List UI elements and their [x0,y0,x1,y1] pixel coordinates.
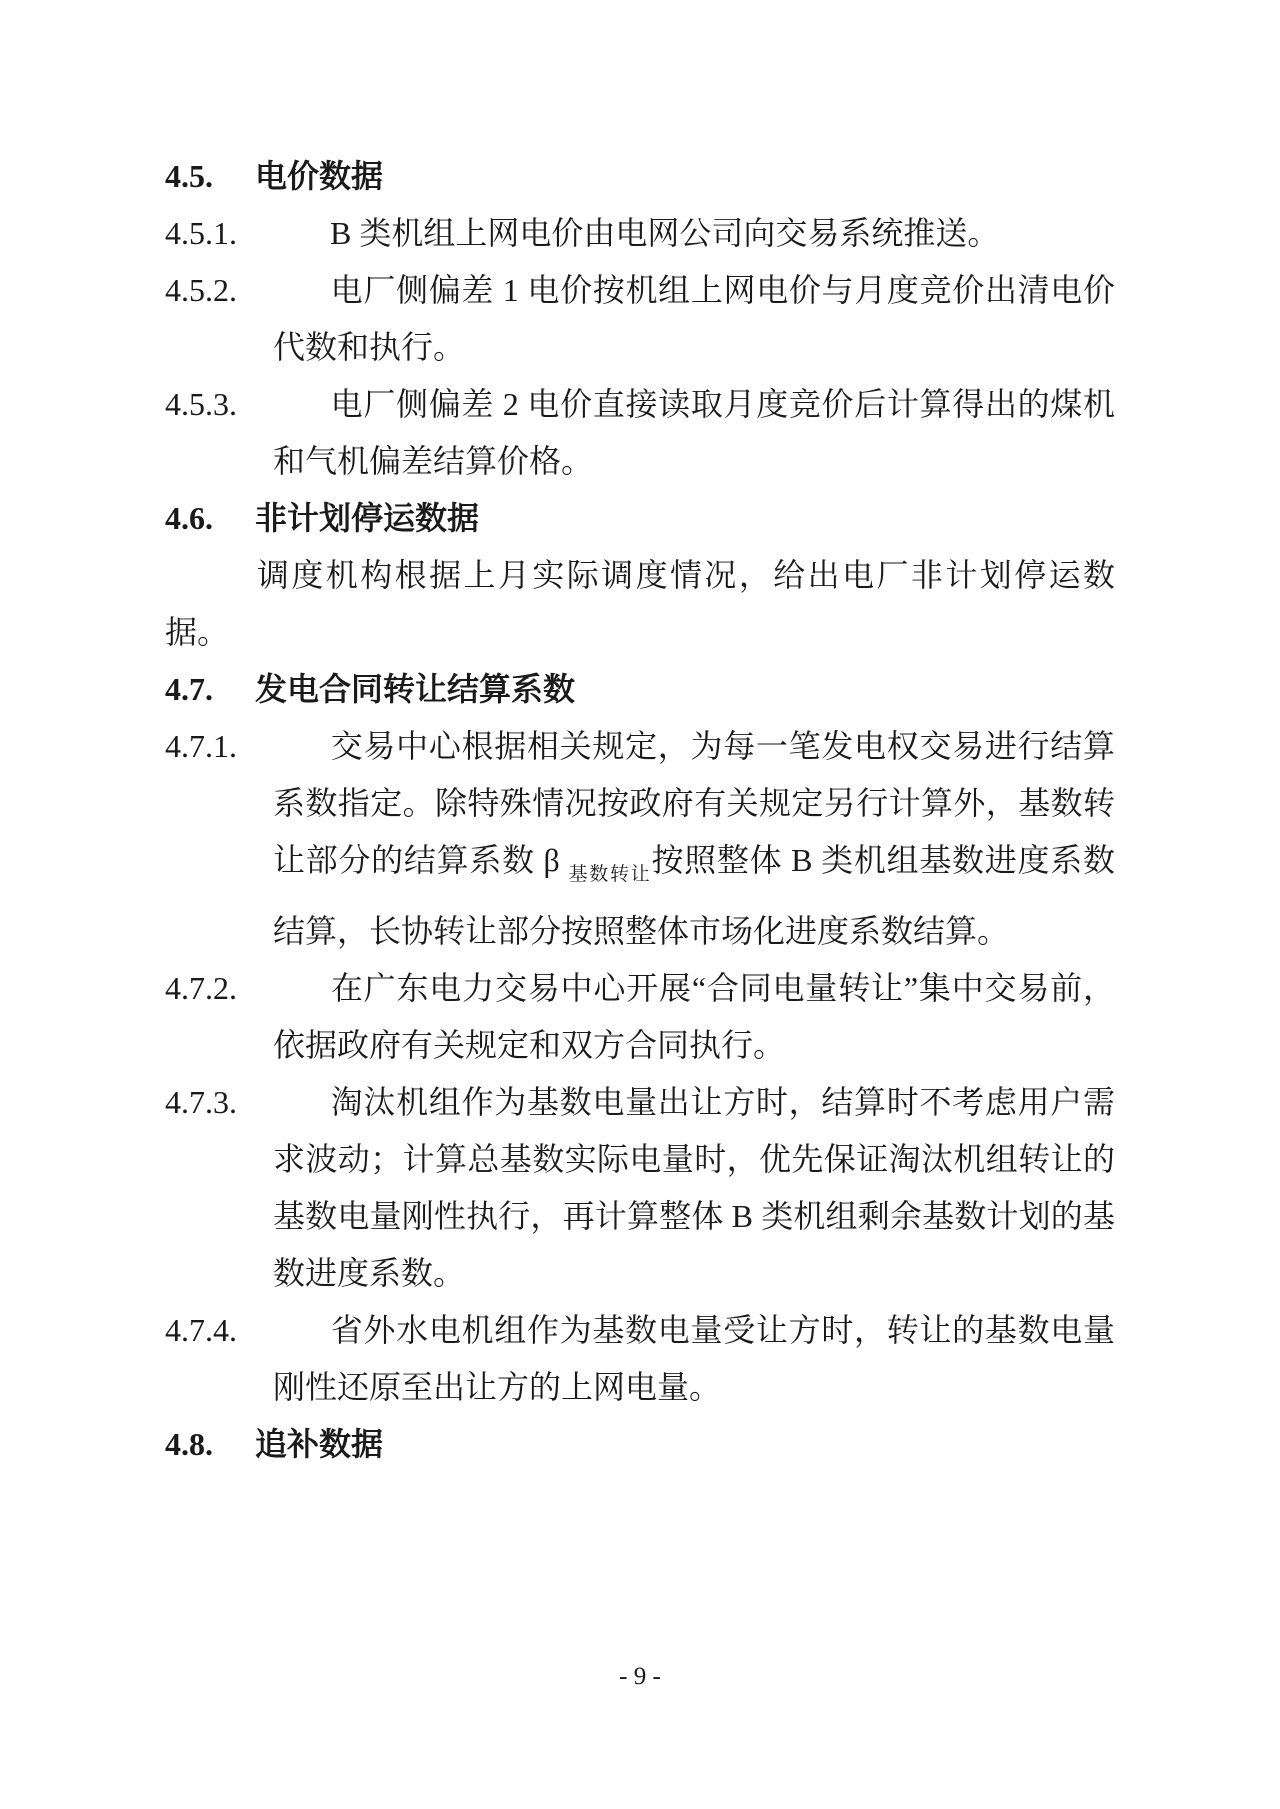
heading-number: 4.7. [165,671,213,707]
clause-text: 在广东电力交易中心开展“合同电量转让”集中交易前，依据政府有关规定和双方合同执行。 [273,970,1115,1063]
clause-4-7-1 [165,718,1115,960]
clause-number: 4.7.4. [165,1312,237,1348]
heading-4-8 [165,1416,1115,1473]
clause-number: 4.7.1. [165,728,237,764]
paragraph-4-6-body [165,547,1115,661]
paragraph-text: 调度机构根据上月实际调度情况，给出电厂非计划停运数据。 [165,557,1115,650]
heading-4-6 [165,490,1115,547]
page-number: - 9 - [619,1663,661,1690]
heading-number: 4.6. [165,500,213,536]
clause-4-5-1 [165,205,1115,262]
clause-number: 4.5.3. [165,386,237,422]
clause-4-5-2 [165,262,1115,376]
clause-text: 省外水电机组作为基数电量受让方时，转让的基数电量刚性还原至出让方的上网电量。 [273,1312,1115,1405]
clause-text: 电厂侧偏差 1 电价按机组上网电价与月度竞价出清电价代数和执行。 [273,272,1115,365]
clause-number: 4.5.1. [165,215,237,251]
heading-title: 发电合同转让结算系数 [255,671,576,707]
clause-text: B 类机组上网电价由电网公司向交易系统推送。 [330,215,1000,251]
clause-text: 交易中心根据相关规定，为每一笔发电权交易进行结算系数指定。除特殊情况按政府有关规定另行计算外，基数转让部分的结算系数 β [273,728,1115,878]
heading-4-5 [165,148,1115,205]
heading-title: 追补数据 [255,1426,384,1462]
clause-number: 4.5.2. [165,272,237,308]
heading-number: 4.5. [165,158,213,194]
clause-number: 4.7.3. [165,1084,237,1120]
clause-4-7-2 [165,960,1115,1074]
heading-title: 电价数据 [255,158,384,194]
heading-title: 非计划停运数据 [255,500,480,536]
clause-4-5-3 [165,376,1115,490]
clause-text: 按照整体 B 类机组基数进度系数结算，长协转让部分按照整体市场化进度系数结算。 [273,842,1115,949]
clause-text: 电厂侧偏差 2 电价直接读取月度竞价后计算得出的煤机和气机偏差结算价格。 [273,386,1115,479]
heading-number: 4.8. [165,1426,213,1462]
clause-number: 4.7.2. [165,970,237,1006]
clause-4-7-4 [165,1302,1115,1416]
beta-subscript: 基数转让 [568,864,652,885]
clause-4-7-3 [165,1074,1115,1302]
heading-4-7 [165,661,1115,718]
document-body [165,148,1115,1473]
clause-text: 淘汰机组作为基数电量出让方时，结算时不考虑用户需求波动；计算总基数实际电量时，优先保证淘汰机组转让的基数电量刚性执行，再计算整体 B 类机组剩余基数计划的基数进度系数。 [273,1084,1115,1291]
